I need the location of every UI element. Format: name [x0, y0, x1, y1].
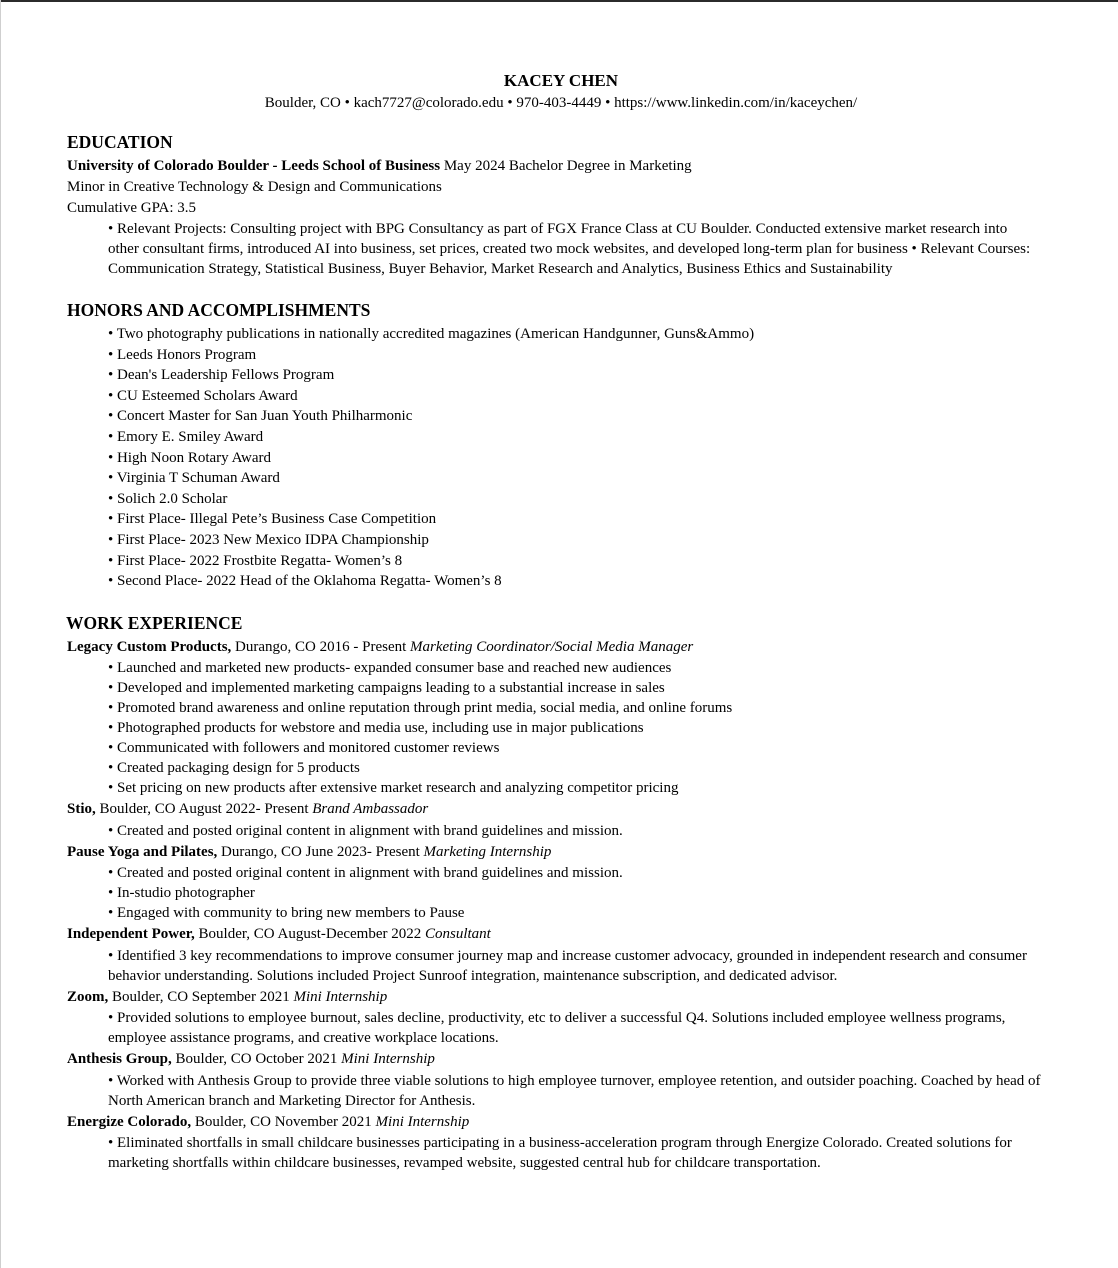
job-bullet: • Developed and implemented marketing campaigns leading to a substantial increase in sales [108, 680, 665, 697]
honor-item: • Second Place- 2022 Head of the Oklahoma Regatta- Women’s 8 [108, 573, 502, 590]
job-header [66, 637, 1056, 659]
job-header [66, 924, 1056, 946]
job-entry [66, 1112, 1056, 1174]
job-header [66, 1112, 1056, 1134]
job-entry [66, 799, 1056, 841]
job-location-dates: Boulder, CO November 2021 [191, 1113, 376, 1130]
job-entry [66, 1049, 1056, 1111]
job-role: Mini Internship [375, 1113, 470, 1130]
honor-item: • First Place- Illegal Pete’s Business Case Competition [108, 511, 437, 528]
job-header [66, 1049, 1056, 1071]
education-minor: Minor in Creative Technology & Design and Communications [67, 179, 442, 195]
education-school-line [66, 156, 1056, 177]
education-degree: May 2024 Bachelor Degree in Marketing [440, 158, 692, 174]
job-bullet: • In-studio photographer [108, 885, 255, 902]
honor-item: • First Place- 2022 Frostbite Regatta- Women’s 8 [108, 552, 403, 569]
resume-document [66, 70, 1056, 1173]
honor-item: • Virginia T Schuman Award [108, 470, 280, 487]
job-company: Zoom, [67, 988, 109, 1005]
job-bullets [66, 863, 1056, 923]
honors-list [66, 324, 1056, 592]
job-bullet: • Promoted brand awareness and online reputation through print media, social media, and online forums [108, 700, 733, 717]
job-location-dates: Durango, CO 2016 - Present [231, 638, 411, 655]
job-entry [66, 637, 1056, 799]
job-company: Independent Power, [67, 926, 195, 943]
job-bullet: • Worked with Anthesis Group to provide three viable solutions to high employee turnover, employee retention, and outsider poaching. Coached by head of North American branch and Marketing Director for Anthesis. [108, 1072, 1041, 1109]
job-bullets [66, 658, 1056, 798]
honor-item: • First Place- 2023 New Mexico IDPA Championship [108, 531, 429, 548]
work-experience-list [66, 637, 1056, 1174]
job-bullet: • Launched and marketed new products- expanded consumer base and reached new audiences [108, 660, 672, 677]
job-entry [66, 924, 1056, 986]
job-entry [66, 987, 1056, 1049]
education-heading: EDUCATION [67, 132, 173, 152]
honor-item: • CU Esteemed Scholars Award [108, 387, 298, 404]
job-bullet: • Eliminated shortfalls in small childcare businesses participating in a business-acceleration program through Energize Colorado. Created solutions for marketing shortfalls within childcare businesses, revamped website, suggested central hub for childcare transportation. [108, 1135, 1012, 1172]
honor-item: • Concert Master for San Juan Youth Philharmonic [108, 408, 413, 425]
job-bullets [66, 1133, 1056, 1173]
job-role: Consultant [425, 926, 491, 943]
job-header [66, 799, 1056, 821]
honors-heading: HONORS AND ACCOMPLISHMENTS [67, 300, 371, 320]
job-role: Marketing Internship [423, 843, 552, 860]
job-bullet: • Created and posted original content in alignment with brand guidelines and mission. [108, 822, 623, 839]
job-bullets [66, 821, 1056, 841]
job-company: Energize Colorado, [67, 1113, 192, 1130]
job-bullet: • Created packaging design for 5 products [108, 760, 360, 777]
honor-item: • Emory E. Smiley Award [108, 428, 264, 445]
job-company: Anthesis Group, [67, 1051, 172, 1068]
honor-item: • Two photography publications in nationally accredited magazines (American Handgunner, Guns&Ammo) [108, 326, 755, 342]
job-company: Pause Yoga and Pilates, [67, 843, 218, 860]
education-gpa: Cumulative GPA: 3.5 [67, 200, 197, 216]
honor-item: • Dean's Leadership Fellows Program [108, 367, 335, 384]
honor-item: • Leeds Honors Program [108, 346, 257, 363]
job-bullet: • Engaged with community to bring new members to Pause [108, 905, 465, 922]
job-company: Legacy Custom Products, [67, 638, 232, 655]
job-role: Mini Internship [293, 988, 388, 1005]
job-bullets [66, 1071, 1056, 1111]
job-bullet: • Photographed products for webstore and media use, including use in major publications [108, 720, 644, 737]
job-company: Stio, [67, 801, 96, 818]
job-location-dates: Durango, CO June 2023- Present [217, 843, 424, 860]
job-bullet: • Set pricing on new products after extensive market research and analyzing competitor pricing [108, 780, 679, 797]
job-location-dates: Boulder, CO September 2021 [108, 988, 294, 1005]
job-role: Marketing Coordinator/Social Media Manager [410, 638, 694, 655]
job-role: Brand Ambassador [312, 801, 429, 818]
page-top-border [0, 0, 1118, 2]
job-location-dates: Boulder, CO October 2021 [171, 1051, 342, 1068]
job-location-dates: Boulder, CO August-December 2022 [194, 926, 425, 943]
job-bullet: • Communicated with followers and monitored customer reviews [108, 740, 500, 757]
contact-line: Boulder, CO • kach7727@colorado.edu • 970-403-4449 • https://www.linkedin.com/in/kaceychen/ [264, 95, 858, 111]
honor-item: • High Noon Rotary Award [108, 449, 272, 466]
job-bullet: • Provided solutions to employee burnout, sales decline, productivity, etc to deliver a successful Q4. Solutions included employee wellness programs, employee assistance programs, and creative workplace locations. [108, 1010, 1006, 1047]
job-header [66, 842, 1056, 864]
education-school: University of Colorado Boulder - Leeds School of Business [67, 158, 441, 174]
honor-item: • Solich 2.0 Scholar [108, 490, 228, 507]
resume-name: KACEY CHEN [503, 71, 619, 90]
job-bullets [66, 1008, 1056, 1048]
job-header [66, 987, 1056, 1009]
job-role: Mini Internship [341, 1051, 435, 1068]
education-details: • Relevant Projects: Consulting project with BPG Consultancy as part of FGX France Class at CU Boulder. Conducted extensive market research into other consultant firms, introduced AI into business, set prices, created two mock websites, and developed long-term plan for business • Relevant Courses: Communication Strategy, Statistical Business, Buyer Behavior, Market Research and Analytics, Business Ethics and Sustainability [108, 221, 1031, 277]
job-bullet: • Identified 3 key recommendations to improve consumer journey map and increase customer advocacy, grounded in independent research and consumer behavior understanding. Solutions included Project Sunroof integration, maintenance subscription, and dedicated advisor. [108, 947, 1027, 984]
job-bullet: • Created and posted original content in alignment with brand guidelines and mission. [108, 865, 623, 882]
job-location-dates: Boulder, CO August 2022- Present [95, 801, 313, 818]
page-left-border [0, 0, 1, 1268]
job-entry [66, 842, 1056, 924]
work-heading: WORK EXPERIENCE [66, 612, 243, 633]
job-bullets [66, 946, 1056, 986]
